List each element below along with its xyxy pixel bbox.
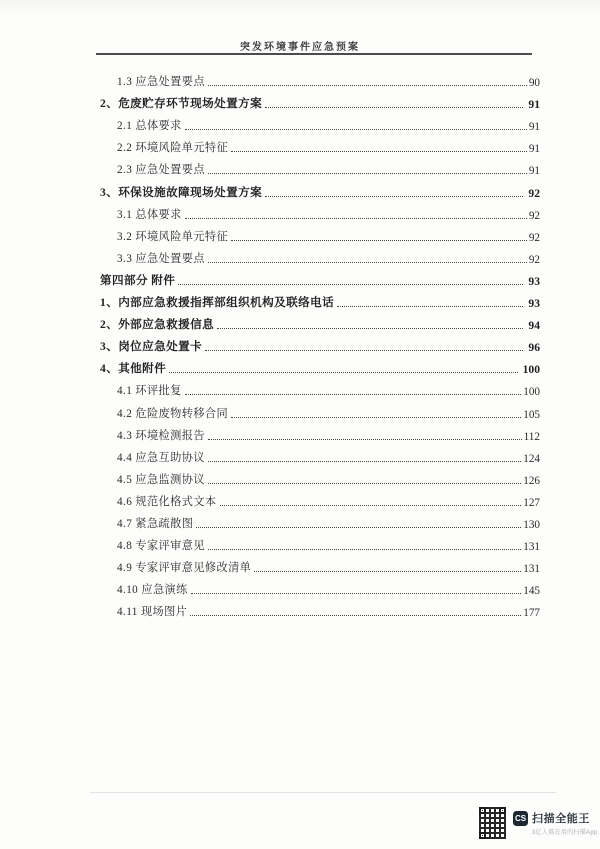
toc-dotted-leader (208, 262, 527, 263)
toc-dotted-leader (208, 461, 521, 462)
toc-dotted-leader (220, 505, 522, 506)
toc-entry-page-number: 92 (528, 231, 540, 244)
camscanner-logo-icon: CS (513, 811, 528, 826)
toc-entry-page-number: 100 (522, 363, 540, 377)
qr-finder-icon (479, 807, 486, 814)
toc-entry (100, 423, 540, 445)
toc-entry (100, 445, 540, 467)
toc-entry-page-number: 112 (523, 430, 540, 443)
toc-dotted-leader (169, 372, 517, 373)
toc-entry-page-number: 105 (523, 408, 540, 421)
toc-entry (100, 467, 540, 489)
toc-entry-page-number: 124 (523, 452, 540, 465)
toc-entry-page-number: 91 (528, 165, 540, 178)
toc-entry-label: 2.1 总体要求 (117, 120, 182, 133)
toc-dotted-leader (205, 350, 523, 351)
toc-entry (100, 533, 540, 555)
toc-entry (100, 268, 540, 290)
toc-entry-page-number: 92 (528, 186, 540, 200)
toc-entry-page-number: 92 (528, 253, 540, 266)
toc-entry (100, 378, 540, 400)
toc-entry-page-number: 91 (528, 121, 540, 134)
toc-entry-page-number: 126 (523, 474, 540, 487)
toc-entry (100, 577, 540, 599)
toc-entry-label: 2、外部应急救援信息 (100, 318, 215, 332)
document-header-title: 突发环境事件应急预案 (240, 42, 360, 53)
toc-entry-label: 4、其他附件 (100, 362, 167, 376)
toc-entry-label: 4.1 环评批复 (117, 385, 182, 398)
toc-dotted-leader (185, 129, 527, 130)
toc-dotted-leader (254, 571, 521, 572)
toc-entry-page-number: 92 (528, 209, 540, 222)
toc-entry-page-number: 131 (523, 541, 540, 554)
toc-entry-label: 4.9 专家评审意见修改清单 (117, 562, 252, 575)
toc-entry (100, 246, 540, 268)
toc-dotted-leader (190, 615, 521, 616)
qr-finder-icon (499, 807, 506, 814)
toc-entry (100, 356, 540, 378)
toc-entry-label: 2、危废贮存环节现场处置方案 (100, 97, 263, 111)
toc-dotted-leader (337, 306, 523, 307)
toc-entry-label: 4.11 现场图片 (117, 606, 188, 619)
toc-entry-label: 4.10 应急演练 (117, 584, 188, 597)
toc-dotted-leader (231, 417, 521, 418)
header-divider (96, 53, 532, 55)
toc-entry (100, 179, 540, 201)
toc-entry (100, 224, 540, 246)
toc-entry-page-number: 93 (528, 274, 540, 288)
toc-entry-page-number: 94 (528, 319, 540, 333)
toc-entry-label: 3、环保设施故障现场处置方案 (100, 185, 263, 199)
camscanner-app-name: 扫描全能王 (532, 813, 590, 825)
toc-dotted-leader (208, 483, 521, 484)
toc-entry (100, 202, 540, 224)
camscanner-tagline: 3亿人都在用的扫描App (532, 830, 598, 836)
toc-entry-page-number: 127 (523, 496, 540, 509)
toc-dotted-leader (185, 218, 527, 219)
toc-dotted-leader (217, 328, 523, 329)
toc-entry-label: 3.3 应急处置要点 (117, 252, 205, 265)
toc-entry (100, 157, 540, 179)
toc-entry-page-number: 177 (523, 607, 540, 620)
toc-entry-page-number: 91 (528, 143, 540, 156)
qr-code-icon (479, 807, 506, 839)
toc-entry (100, 489, 540, 511)
qr-finder-icon (479, 832, 486, 839)
toc-dotted-leader (208, 173, 527, 174)
toc-entry-label: 第四部分 附件 (100, 273, 176, 287)
toc-dotted-leader (231, 240, 527, 241)
toc-entry-label: 2.2 环境风险单元特征 (117, 142, 229, 155)
toc-entry-page-number: 96 (528, 341, 540, 355)
toc-entry (100, 312, 540, 334)
toc-entry-label: 4.3 环境检测报告 (117, 429, 205, 442)
toc-entry-label: 3.1 总体要求 (117, 208, 182, 221)
toc-entry-page-number: 91 (528, 98, 540, 112)
toc-dotted-leader (265, 107, 523, 108)
toc-dotted-leader (265, 196, 523, 197)
toc-entry (100, 511, 540, 533)
toc-dotted-leader (191, 593, 521, 594)
toc-entry-page-number: 90 (528, 77, 540, 90)
toc-entry-label: 3.2 环境风险单元特征 (117, 230, 229, 243)
toc-entry (100, 555, 540, 577)
toc-entry-page-number: 100 (523, 386, 540, 399)
toc-entry-page-number: 93 (528, 297, 540, 311)
toc-entry-label: 4.5 应急监测协议 (117, 473, 205, 486)
toc-entry-page-number: 131 (523, 563, 540, 576)
toc-entry (100, 334, 540, 356)
toc-dotted-leader (231, 151, 527, 152)
toc-dotted-leader (208, 439, 522, 440)
toc-entry (100, 290, 540, 312)
toc-entry-label: 1.3 应急处置要点 (117, 76, 205, 89)
scan-page-bottom-edge (90, 792, 556, 793)
table-of-contents (100, 69, 540, 621)
toc-dotted-leader (178, 284, 523, 285)
toc-entry-label: 4.6 规范化格式文本 (117, 495, 217, 508)
toc-entry (100, 400, 540, 422)
toc-entry-label: 4.4 应急互助协议 (117, 451, 205, 464)
toc-entry-label: 4.2 危险废物转移合同 (117, 407, 229, 420)
toc-entry (100, 69, 540, 91)
toc-entry (100, 91, 540, 113)
toc-entry-page-number: 130 (523, 518, 540, 531)
toc-entry-label: 4.8 专家评审意见 (117, 540, 205, 553)
toc-entry (100, 135, 540, 157)
toc-entry (100, 113, 540, 135)
toc-dotted-leader (208, 549, 521, 550)
toc-entry-label: 4.7 紧急疏散图 (117, 517, 194, 530)
toc-entry (100, 599, 540, 621)
toc-dotted-leader (208, 85, 527, 86)
toc-dotted-leader (196, 527, 521, 528)
toc-entry-label: 2.3 应急处置要点 (117, 164, 205, 177)
toc-entry-label: 1、内部应急救援指挥部组织机构及联络电话 (100, 296, 335, 310)
toc-entry-page-number: 145 (523, 585, 540, 598)
toc-entry-label: 3、岗位应急处置卡 (100, 340, 203, 354)
toc-dotted-leader (185, 394, 521, 395)
